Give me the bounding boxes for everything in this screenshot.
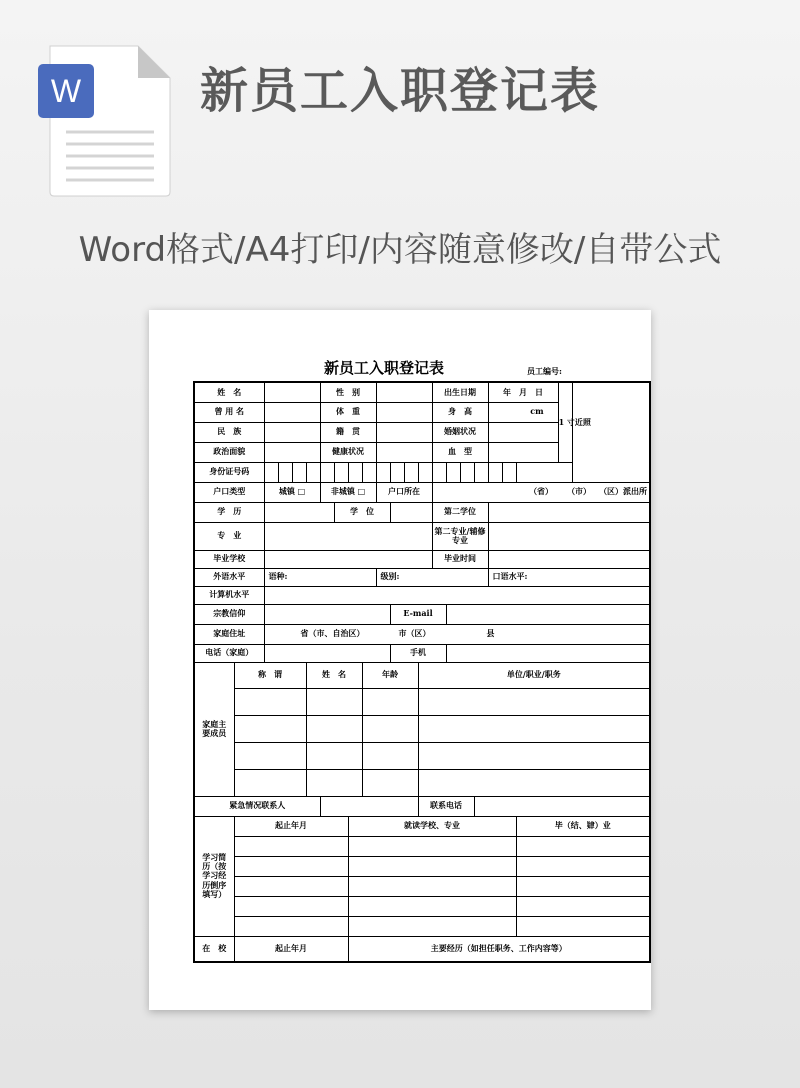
family-cell[interactable]: [234, 769, 306, 796]
label-hukou-type: 户口类型: [194, 482, 264, 502]
label-foreign-language: 外语水平: [194, 568, 264, 586]
field-mobile[interactable]: [446, 644, 650, 662]
study-row: [194, 916, 650, 936]
field-school[interactable]: [264, 550, 432, 568]
study-cell[interactable]: [348, 836, 516, 856]
label-second-major: 第二专业/辅修专业: [432, 522, 488, 550]
row-education: [194, 502, 650, 522]
family-cell[interactable]: [362, 715, 418, 742]
field-language-level[interactable]: 级别:: [376, 568, 488, 586]
id-digit[interactable]: [278, 462, 292, 482]
label-native-place: 籍 贯: [320, 422, 376, 442]
study-cell[interactable]: [516, 896, 650, 916]
row-phone: [194, 644, 650, 662]
field-hukou-location[interactable]: [432, 482, 650, 502]
study-cell[interactable]: [516, 876, 650, 896]
field-native-place[interactable]: [376, 422, 432, 442]
family-cell[interactable]: [418, 688, 650, 715]
label-second-degree: 第二学位: [432, 502, 488, 522]
field-blood[interactable]: [488, 442, 558, 462]
label-education: 学 历: [194, 502, 264, 522]
label-name: 姓 名: [194, 382, 264, 402]
field-weight[interactable]: [376, 402, 432, 422]
checkbox-rural[interactable]: 非城镇 □: [320, 482, 376, 502]
family-cell[interactable]: [418, 742, 650, 769]
registration-form: [193, 381, 651, 963]
family-cell[interactable]: [362, 769, 418, 796]
field-former-name[interactable]: [264, 402, 320, 422]
study-cell[interactable]: [234, 856, 348, 876]
study-cell[interactable]: [348, 876, 516, 896]
label-blood: 血 型: [432, 442, 488, 462]
label-mobile: 手机: [390, 644, 446, 662]
family-row: [194, 769, 650, 796]
study-cell[interactable]: [516, 856, 650, 876]
field-second-degree[interactable]: [488, 502, 650, 522]
campus-col-period: 起止年月: [234, 936, 348, 962]
study-cell[interactable]: [348, 916, 516, 936]
employee-number-label: 员工编号:: [527, 366, 562, 376]
family-cell[interactable]: [418, 715, 650, 742]
id-digit[interactable]: [390, 462, 404, 482]
id-digit[interactable]: [460, 462, 474, 482]
label-degree: 学 位: [334, 502, 390, 522]
field-spoken-level[interactable]: 口语水平:: [488, 568, 650, 586]
family-cell[interactable]: [234, 742, 306, 769]
photo-box[interactable]: 1 寸近照: [558, 382, 572, 462]
label-birth-date: 出生日期: [432, 382, 488, 402]
hukou-city: （市）: [571, 486, 592, 497]
field-address[interactable]: [264, 624, 650, 644]
label-health: 健康状况: [320, 442, 376, 462]
row-on-campus: [194, 936, 650, 962]
document-page: [149, 310, 651, 1010]
study-cell[interactable]: [234, 916, 348, 936]
id-filler: [516, 462, 572, 482]
label-emergency-contact: 紧急情况联系人: [194, 796, 320, 816]
field-gender[interactable]: [376, 382, 432, 402]
id-digit[interactable]: [502, 462, 516, 482]
label-on-campus: 在 校: [194, 936, 234, 962]
hukou-province: （省）: [529, 486, 554, 497]
field-name[interactable]: [264, 382, 320, 402]
field-health[interactable]: [376, 442, 432, 462]
checkbox-urban[interactable]: 城镇 □: [264, 482, 320, 502]
family-row: [194, 715, 650, 742]
label-ethnicity: 民 族: [194, 422, 264, 442]
field-birth-date[interactable]: 年 月 日: [488, 382, 558, 402]
label-grad-time: 毕业时间: [432, 550, 488, 568]
field-language-kind[interactable]: 语种:: [264, 568, 376, 586]
label-address: 家庭住址: [194, 624, 264, 644]
label-computer: 计算机水平: [194, 586, 264, 604]
banner-title: 新员工入职登记表: [200, 63, 601, 119]
study-col-graduated: 毕（结、肄）业: [516, 816, 650, 836]
label-email: E-mail: [390, 604, 446, 624]
label-hukou-location: 户口所在: [376, 482, 432, 502]
label-former-name: 曾 用 名: [194, 402, 264, 422]
row-name: [194, 382, 650, 402]
id-digit[interactable]: [292, 462, 306, 482]
family-col-age: 年龄: [362, 662, 418, 688]
field-computer[interactable]: [264, 586, 650, 604]
field-email[interactable]: [446, 604, 650, 624]
address-city: 市（区）: [398, 628, 431, 639]
row-religion: [194, 604, 650, 624]
row-foreign-language: [194, 568, 650, 586]
row-address: [194, 624, 650, 644]
id-digit[interactable]: [446, 462, 460, 482]
field-contact-phone[interactable]: [474, 796, 650, 816]
id-digit[interactable]: [432, 462, 446, 482]
study-row: [194, 856, 650, 876]
label-contact-phone: 联系电话: [418, 796, 474, 816]
study-cell[interactable]: [348, 856, 516, 876]
study-cell[interactable]: [234, 876, 348, 896]
row-emergency: [194, 796, 650, 816]
row-id-number: [194, 462, 650, 482]
id-digit[interactable]: [418, 462, 432, 482]
label-marital: 婚姻状况: [432, 422, 488, 442]
id-digit[interactable]: [348, 462, 362, 482]
label-family: 家庭主要成员: [194, 662, 234, 796]
id-digit[interactable]: [376, 462, 390, 482]
family-cell[interactable]: [362, 742, 418, 769]
family-col-name: 姓 名: [306, 662, 362, 688]
id-digit[interactable]: [334, 462, 348, 482]
family-col-unit: 单位/职业/职务: [418, 662, 650, 688]
id-digit[interactable]: [320, 462, 334, 482]
study-cell[interactable]: [234, 896, 348, 916]
label-major: 专 业: [194, 522, 264, 550]
family-cell[interactable]: [306, 715, 362, 742]
field-marital[interactable]: [488, 422, 558, 442]
field-major[interactable]: [264, 522, 432, 550]
label-study-history: 学习简历（按学习经历倒序填写）: [194, 816, 234, 936]
label-gender: 性 别: [320, 382, 376, 402]
row-major: [194, 522, 650, 550]
study-row: [194, 836, 650, 856]
document-title: 新员工入职登记表: [324, 359, 445, 377]
family-cell[interactable]: [418, 769, 650, 796]
study-col-period: 起止年月: [234, 816, 348, 836]
family-row: [194, 742, 650, 769]
label-home-phone: 电话（家庭）: [194, 644, 264, 662]
row-hukou: [194, 482, 650, 502]
study-cell[interactable]: [234, 836, 348, 856]
study-row: [194, 896, 650, 916]
study-col-school: 就读学校、专业: [348, 816, 516, 836]
row-computer: [194, 586, 650, 604]
row-political: [194, 442, 650, 462]
field-religion[interactable]: [264, 604, 390, 624]
field-emergency-contact[interactable]: [320, 796, 418, 816]
label-political: 政治面貌: [194, 442, 264, 462]
id-digit[interactable]: [488, 462, 502, 482]
study-cell[interactable]: [516, 836, 650, 856]
field-height[interactable]: cm: [488, 402, 558, 422]
address-county: 县: [486, 628, 495, 639]
word-file-icon: [38, 46, 172, 196]
family-cell[interactable]: [306, 769, 362, 796]
field-degree[interactable]: [390, 502, 432, 522]
hukou-district: （区）派出所: [603, 486, 648, 497]
study-cell[interactable]: [348, 896, 516, 916]
label-religion: 宗教信仰: [194, 604, 264, 624]
id-digit[interactable]: [264, 462, 278, 482]
study-cell[interactable]: [516, 916, 650, 936]
id-digit[interactable]: [362, 462, 376, 482]
field-ethnicity[interactable]: [264, 422, 320, 442]
family-cell[interactable]: [306, 688, 362, 715]
id-digit[interactable]: [306, 462, 320, 482]
family-col-title: 称 谓: [234, 662, 306, 688]
label-id-number: 身份证号码: [194, 462, 264, 482]
field-education[interactable]: [264, 502, 334, 522]
field-grad-time[interactable]: [488, 550, 650, 568]
id-digit[interactable]: [404, 462, 418, 482]
family-row: [194, 688, 650, 715]
label-weight: 体 重: [320, 402, 376, 422]
label-height: 身 高: [432, 402, 488, 422]
address-province: 省（市、自治区）: [300, 628, 365, 639]
study-row: [194, 876, 650, 896]
family-cell[interactable]: [362, 688, 418, 715]
id-digit[interactable]: [474, 462, 488, 482]
family-cell[interactable]: [234, 688, 306, 715]
banner-subtitle: Word格式/A4打印/内容随意修改/自带公式: [78, 230, 722, 270]
label-school: 毕业学校: [194, 550, 264, 568]
field-home-phone[interactable]: [264, 644, 390, 662]
family-cell[interactable]: [234, 715, 306, 742]
family-cell[interactable]: [306, 742, 362, 769]
field-political[interactable]: [264, 442, 320, 462]
row-study-header: [194, 816, 650, 836]
row-family-header: [194, 662, 650, 688]
row-school: [194, 550, 650, 568]
campus-col-experience: 主要经历（如担任职务、工作内容等）: [348, 936, 650, 962]
word-letter: W: [50, 73, 82, 109]
field-second-major[interactable]: [488, 522, 650, 550]
